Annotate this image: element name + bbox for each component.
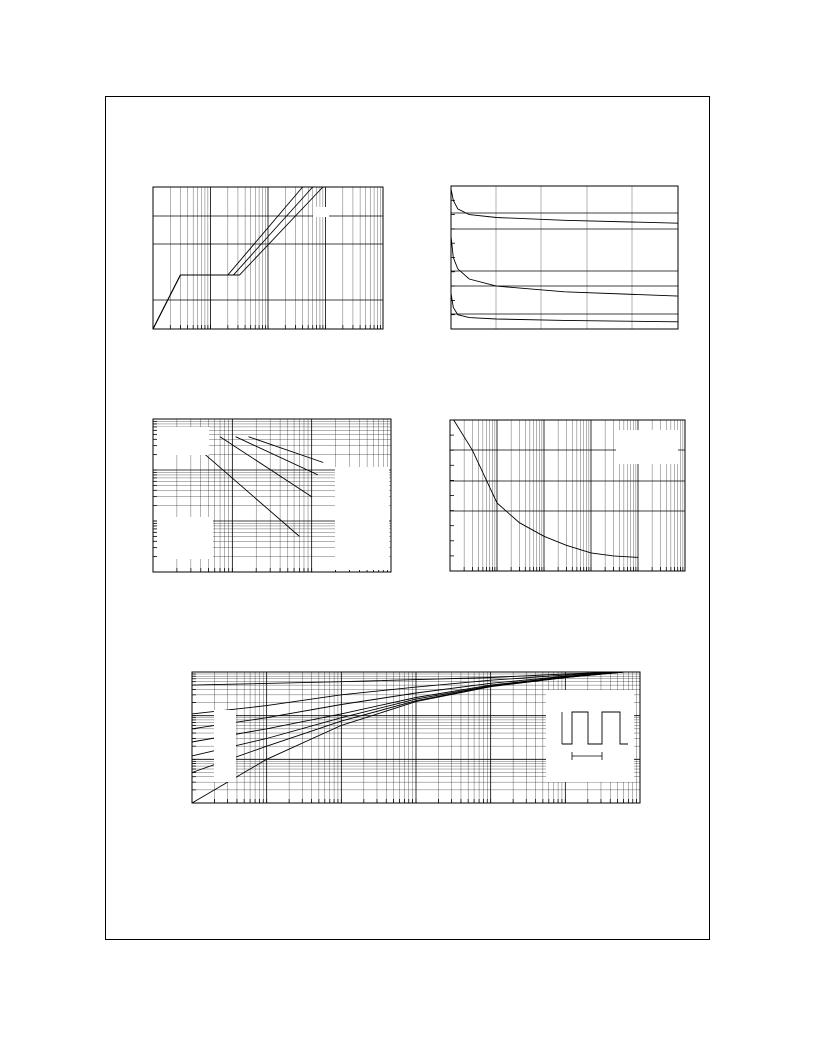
chart-1 — [153, 187, 383, 329]
chart-5 — [192, 672, 640, 803]
chart-2-grid — [451, 186, 678, 329]
chart-2-series-3-line — [451, 293, 678, 322]
chart-3-series-4-line — [249, 437, 324, 463]
chart-2-curves — [451, 189, 678, 322]
chart-3 — [153, 419, 391, 572]
chart-3-white-box-top — [157, 427, 209, 455]
chart-2-series-2-line — [451, 236, 678, 296]
chart-2 — [451, 186, 678, 329]
chart-4 — [450, 420, 685, 571]
chart-3-white-box-right — [335, 467, 389, 570]
chart-4-series-1-line — [454, 420, 638, 557]
chart-4-white-box — [616, 430, 678, 464]
chart-2-series-1-line — [451, 189, 678, 223]
chart-3-series-3-line — [236, 437, 318, 475]
chart-1-white-gap — [313, 207, 329, 217]
chart-4-curves — [454, 420, 638, 557]
chart-1-grid — [153, 187, 383, 329]
chart-1-series-2-line — [153, 187, 313, 329]
chart-5-white-box-left — [214, 710, 236, 782]
chart-5-inset-box — [546, 690, 634, 782]
chart-3-white-box-bottom — [157, 517, 213, 559]
chart-2-frame — [451, 186, 678, 329]
